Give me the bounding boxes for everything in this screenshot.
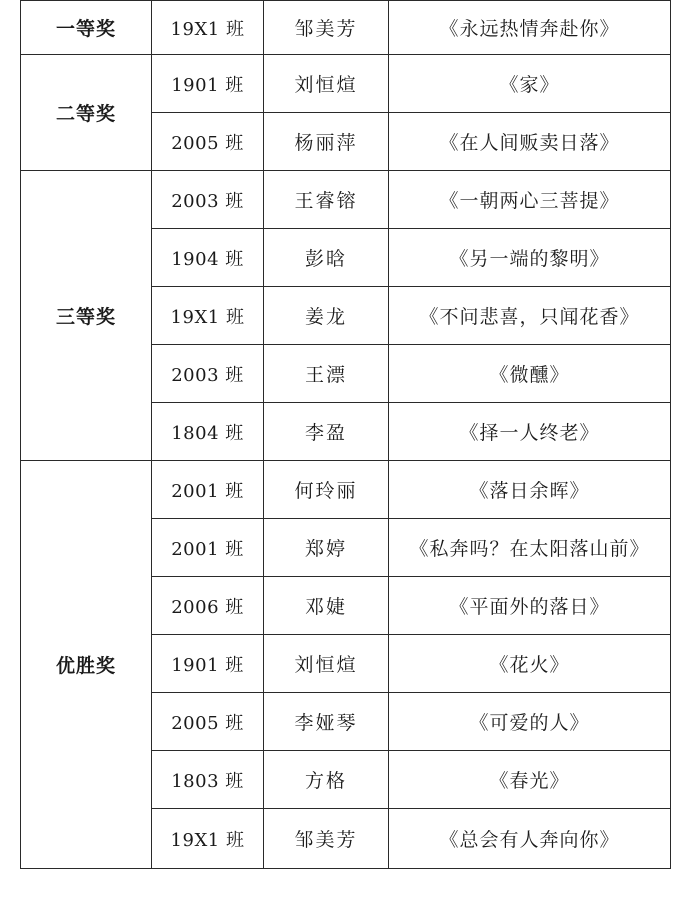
work-title-cell: 《落日余晖》: [389, 461, 671, 519]
class-cell: 2003 班: [152, 171, 264, 229]
class-cell: 2005 班: [152, 693, 264, 751]
student-name-cell: 郑婷: [264, 519, 389, 577]
table-row: [21, 171, 671, 229]
award-table-body: [21, 1, 671, 869]
work-title-cell: 《一朝两心三菩提》: [389, 171, 671, 229]
table-row: [21, 55, 671, 113]
class-cell: 19X1 班: [152, 1, 264, 55]
work-title-cell: 《总会有人奔向你》: [389, 809, 671, 869]
student-name-cell: 邓婕: [264, 577, 389, 635]
work-title-cell: 《永远热情奔赴你》: [389, 1, 671, 55]
work-title-cell: 《可爱的人》: [389, 693, 671, 751]
work-title-cell: 《花火》: [389, 635, 671, 693]
page-bottom-margin: [0, 876, 693, 912]
class-cell: 1804 班: [152, 403, 264, 461]
class-cell: 2001 班: [152, 519, 264, 577]
work-title-cell: 《家》: [389, 55, 671, 113]
student-name-cell: 李娅琴: [264, 693, 389, 751]
work-title-cell: 《春光》: [389, 751, 671, 809]
class-cell: 1901 班: [152, 55, 264, 113]
award-level-first: 一等奖: [21, 1, 152, 55]
class-cell: 1901 班: [152, 635, 264, 693]
student-name-cell: 何玲丽: [264, 461, 389, 519]
table-row: [21, 461, 671, 519]
student-name-cell: 彭晗: [264, 229, 389, 287]
student-name-cell: 邹美芳: [264, 809, 389, 869]
award-level-honorable: 优胜奖: [21, 461, 152, 869]
student-name-cell: 邹美芳: [264, 1, 389, 55]
student-name-cell: 方格: [264, 751, 389, 809]
table-row: [21, 1, 671, 55]
award-level-third: 三等奖: [21, 171, 152, 461]
student-name-cell: 王漂: [264, 345, 389, 403]
class-cell: 1803 班: [152, 751, 264, 809]
student-name-cell: 姜龙: [264, 287, 389, 345]
student-name-cell: 李盈: [264, 403, 389, 461]
work-title-cell: 《择一人终老》: [389, 403, 671, 461]
student-name-cell: 刘恒煊: [264, 635, 389, 693]
student-name-cell: 王睿镕: [264, 171, 389, 229]
class-cell: 2006 班: [152, 577, 264, 635]
work-title-cell: 《平面外的落日》: [389, 577, 671, 635]
work-title-cell: 《私奔吗？在太阳落山前》: [389, 519, 671, 577]
work-title-cell: 《不问悲喜，只闻花香》: [389, 287, 671, 345]
award-table: [20, 0, 671, 869]
student-name-cell: 杨丽萍: [264, 113, 389, 171]
class-cell: 19X1 班: [152, 287, 264, 345]
class-cell: 2005 班: [152, 113, 264, 171]
work-title-cell: 《微醺》: [389, 345, 671, 403]
class-cell: 1904 班: [152, 229, 264, 287]
work-title-cell: 《另一端的黎明》: [389, 229, 671, 287]
class-cell: 19X1 班: [152, 809, 264, 869]
class-cell: 2001 班: [152, 461, 264, 519]
class-cell: 2003 班: [152, 345, 264, 403]
award-level-second: 二等奖: [21, 55, 152, 171]
work-title-cell: 《在人间贩卖日落》: [389, 113, 671, 171]
student-name-cell: 刘恒煊: [264, 55, 389, 113]
